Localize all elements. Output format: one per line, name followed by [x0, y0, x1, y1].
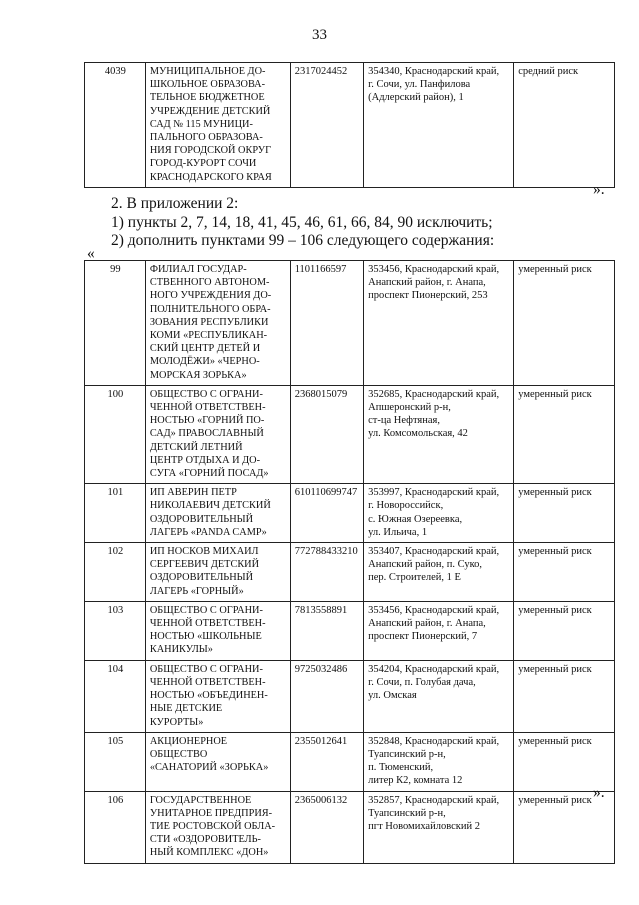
risk-category: умеренный риск — [514, 543, 615, 602]
inn: 2317024452 — [290, 63, 363, 188]
inn: 772788433210 — [290, 543, 363, 602]
table-row — [85, 601, 615, 660]
closing-quote: ». — [593, 181, 605, 198]
organization-name: ГОСУДАРСТВЕННОЕ УНИТАРНОЕ ПРЕДПРИЯ- ТИЕ РОСТОВСКОЙ ОБЛА- СТИ «ОЗДОРОВИТЕЛЬ- НЫЙ КОМПЛЕКС «ДОН» — [145, 791, 290, 863]
risk-category: умеренный риск — [514, 484, 615, 543]
inn: 1101166597 — [290, 261, 363, 386]
organization-name: ОБЩЕСТВО С ОГРАНИ- ЧЕННОЙ ОТВЕТСТВЕН- НОСТЬЮ «ГОРНИЙ ПО- САД» ПРАВОСЛАВНЫЙ ДЕТСКИЙ ЛЕТНИЙ ЦЕНТР ОТДЫХА И ДО- СУГА «ГОРНИЙ ПОСАД» — [145, 385, 290, 483]
risk-category: средний риск — [514, 63, 615, 188]
table-row — [85, 261, 615, 386]
inn: 7813558891 — [290, 601, 363, 660]
table-row — [85, 63, 615, 188]
closing-quote: ». — [593, 784, 605, 801]
table-row — [85, 660, 615, 732]
address: 353456, Краснодарский край, Анапский район, г. Анапа, проспект Пионерский, 253 — [364, 261, 514, 386]
opening-quote: « — [87, 245, 95, 262]
organization-name: ИП НОСКОВ МИХАИЛ СЕРГЕЕВИЧ ДЕТСКИЙ ОЗДОРОВИТЕЛЬНЫЙ ЛАГЕРЬ «ГОРНЫЙ» — [145, 543, 290, 602]
address: 353407, Краснодарский край, Анапский район, п. Суко, пер. Строителей, 1 Е — [364, 543, 514, 602]
risk-category: умеренный риск — [514, 660, 615, 732]
row-number: 99 — [85, 261, 146, 386]
row-number: 103 — [85, 601, 146, 660]
inn: 2355012641 — [290, 732, 363, 791]
table-row — [85, 385, 615, 483]
risk-category: умеренный риск — [514, 385, 615, 483]
table-row — [85, 791, 615, 863]
amendment-item-2: 2) дополнить пунктами 99 – 106 следующего содержания: — [111, 232, 495, 249]
table-row — [85, 732, 615, 791]
risk-category: умеренный риск — [514, 261, 615, 386]
risk-category: умеренный риск — [514, 791, 615, 863]
inn: 2368015079 — [290, 385, 363, 483]
inn: 610110699747 — [290, 484, 363, 543]
organization-name: ОБЩЕСТВО С ОГРАНИ- ЧЕННОЙ ОТВЕТСТВЕН- НОСТЬЮ «ОБЪЕДИНЕН- НЫЕ ДЕТСКИЕ КУРОРТЫ» — [145, 660, 290, 732]
table-row — [85, 543, 615, 602]
address: 353997, Краснодарский край, г. Новороссийск, с. Южная Озереевка, ул. Ильича, 1 — [364, 484, 514, 543]
row-number: 104 — [85, 660, 146, 732]
address: 354340, Краснодарский край, г. Сочи, ул. Панфилова (Адлерский район), 1 — [364, 63, 514, 188]
table-row — [85, 484, 615, 543]
row-number: 4039 — [85, 63, 146, 188]
row-number: 105 — [85, 732, 146, 791]
page-number: 33 — [312, 27, 327, 43]
amendment-item-1: 1) пункты 2, 7, 14, 18, 41, 45, 46, 61, 66, 84, 90 исключить; — [111, 214, 493, 231]
address: 352857, Краснодарский край, Туапсинский р-н, пгт Новомихайловский 2 — [364, 791, 514, 863]
amendment-heading: 2. В приложении 2: — [111, 195, 239, 212]
row-number: 102 — [85, 543, 146, 602]
risk-category: умеренный риск — [514, 601, 615, 660]
organization-name: АКЦИОНЕРНОЕ ОБЩЕСТВО «САНАТОРИЙ «ЗОРЬКА» — [145, 732, 290, 791]
row-number: 100 — [85, 385, 146, 483]
address: 352848, Краснодарский край, Туапсинский р-н, п. Тюменский, литер К2, комната 12 — [364, 732, 514, 791]
organization-name: МУНИЦИПАЛЬНОЕ ДО- ШКОЛЬНОЕ ОБРАЗОВА- ТЕЛЬНОЕ БЮДЖЕТНОЕ УЧРЕЖДЕНИЕ ДЕТСКИЙ САД № 115 МУНИЦИ- ПАЛЬНОГО ОБРАЗОВА- НИЯ ГОРОДСКОЙ ОКРУГ ГОРОД-КУРОРТ СОЧИ КРАСНОДАРСКОГО КРАЯ — [145, 63, 290, 188]
registry-table-main — [84, 260, 615, 864]
row-number: 106 — [85, 791, 146, 863]
inn: 2365006132 — [290, 791, 363, 863]
inn: 9725032486 — [290, 660, 363, 732]
registry-table-top — [84, 62, 615, 188]
organization-name: ФИЛИАЛ ГОСУДАР- СТВЕННОГО АВТОНОМ- НОГО УЧРЕЖДЕНИЯ ДО- ПОЛНИТЕЛЬНОГО ОБРА- ЗОВАНИЯ РЕСПУБЛИКИ КОМИ «РЕСПУБЛИКАН- СКИЙ ЦЕНТР ДЕТЕЙ И МОЛОДЁЖИ» «ЧЕРНО- МОРСКАЯ ЗОРЬКА» — [145, 261, 290, 386]
address: 353456, Краснодарский край, Анапский район, г. Анапа, проспект Пионерский, 7 — [364, 601, 514, 660]
row-number: 101 — [85, 484, 146, 543]
address: 352685, Краснодарский край, Апшеронский р-н, ст-ца Нефтяная, ул. Комсомольская, 42 — [364, 385, 514, 483]
organization-name: ОБЩЕСТВО С ОГРАНИ- ЧЕННОЙ ОТВЕТСТВЕН- НОСТЬЮ «ШКОЛЬНЫЕ КАНИКУЛЫ» — [145, 601, 290, 660]
address: 354204, Краснодарский край, г. Сочи, п. Голубая дача, ул. Омская — [364, 660, 514, 732]
organization-name: ИП АВЕРИН ПЕТР НИКОЛАЕВИЧ ДЕТСКИЙ ОЗДОРОВИТЕЛЬНЫЙ ЛАГЕРЬ «PANDA CAMP» — [145, 484, 290, 543]
risk-category: умеренный риск — [514, 732, 615, 791]
